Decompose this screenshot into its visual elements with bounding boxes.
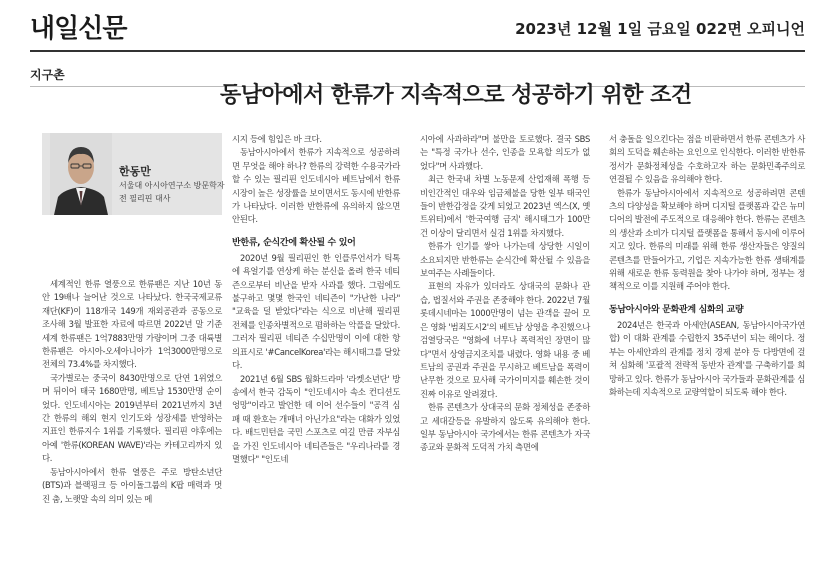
paragraph: 시아에 사과하라"며 불만을 토로했다. 결국 SBS는 "특정 국가나 선수, 인종을 모욕할 의도가 없었다"며 사과했다. xyxy=(420,134,590,171)
newspaper-logo: 내일신문 xyxy=(30,14,127,44)
author-title-2: 전 필리핀 대사 xyxy=(119,194,171,203)
top-rule xyxy=(30,50,805,52)
paragraph: 한류 콘텐츠가 상대국의 문화 정체성을 존중하고 세대갈등을 유발하지 않도록 유의해야 한다. 일부 동남아시아 국가에서는 한류 콘텐츠가 자국 종교와 문화적 도덕적 가치 측면에 xyxy=(420,402,590,453)
masthead xyxy=(30,6,805,44)
paragraph: 2024년은 한국과 아세안(ASEAN, 동남아시아국가연합) 이 대화 관계를 수립한지 35주년이 되는 해이다. 정부는 아세안과의 관계를 정치 경제 분야 등 다방면에 걸쳐 심화해 '포괄적 전략적 동반자 관계'를 구축하기를 희망하고 있다. 한류가 동남아시아 국가들과 문화관계를 심화하는데 지속적으로 교량역할이 되도록 해야 한다. xyxy=(609,319,805,397)
paragraph: 국가별로는 중국이 8430만명으로 단연 1위였으며 뒤이어 태국 1680만명, 베트남 1530만명 순이었다. 인도네시아는 2019년부터 2021년까지 3년간 한류의 해외 현지 인기도와 성장세를 반영하는 지표인 한류지수 1위를 기록했다. 필리핀 야후에는 아예 '한류(KOREAN WAVE)'라는 카테고리까지 있다. xyxy=(42,372,222,464)
paragraph: 서 충돌을 일으킨다는 점을 비판하면서 한류 콘텐츠가 사회의 도덕을 훼손하는 요인으로 인식한다. 이러한 반한류 정서가 문화정체성을 수호하고자 하는 문화민족주의로 연결될 수 있음을 유의해야 한다. xyxy=(609,134,805,185)
paragraph: 최근 한국내 차별 노동문제 산업재해 폭행 등 비인간적인 대우와 임금체불을 당한 일부 태국인들이 반한감정을 갖게 되었고 2023년 엑스(X, 옛 트위터)에서 '한국여행 금지' 해시태그가 100만건 이상이 달리면서 실검 1위를 차지했다. xyxy=(420,174,590,238)
paragraph: 동남아시아에서 한류 열풍은 주로 방탄소년단(BTS)과 블랙핑크 등 아이돌그룹의 K팝 매력과 멋진 춤, 노랫말 속의 의미 있는 메 xyxy=(42,466,222,504)
article-column-3 xyxy=(420,133,590,455)
article-column-1 xyxy=(42,278,222,506)
paragraph: 동남아시아에서 한류가 지속적으로 성공하려면 무엇을 해야 하나? 한류의 강력한 수용국가라 할 수 있는 필리핀 인도네시아 베트남에서 한류시장이 높은 성장률을 보이면서도 동시에 반한류가 나타났다. 이러한 반한류에 유의하지 않으면 안된다. xyxy=(232,147,400,225)
paragraph: 한류가 동남아시아에서 지속적으로 성공하려면 콘텐츠의 다양성을 확보해야 하며 디지털 플랫폼과 같은 뉴미디어의 발전에 주도적으로 대응해야 한다. 한류는 콘텐츠의 생산과 소비가 디지털 플랫폼을 통해서 동시에 이루어지고 있다. 한류의 미래를 위해 한류 생산자들은 양질의 콘텐츠를 만들어가고, 기업은 지속가능한 한류 생태계를 위해 새로운 한류 동력원을 찾아 나가야 하며, 정부는 정책적으로 이를 지원해 주어야 한다. xyxy=(609,187,805,292)
subheading: 동남아시아와 문화관계 심화의 교량 xyxy=(609,304,744,315)
dateline: 2023년 12월 1일 금요일 022면 오피니언 xyxy=(515,20,805,38)
author-box xyxy=(42,133,225,215)
article-column-2 xyxy=(232,133,400,466)
paragraph: 세계적인 한류 열풍으로 한류팬은 지난 10년 동안 19배나 늘어난 것으로 나타났다. 한국국제교류재단(KF)이 118개국 149개 재외공관과 공동으로 조사해 3월 발표한 자료에 따르면 2022년 말 기준 세계 한류팬은 1억7883만명 가량이며 그중 대륙별 한류팬은 아시아-오세아니아가 1억3000만명으로 전체의 73.4%를 차지했다. xyxy=(42,279,222,370)
author-title-1: 서울대 아시아연구소 방문학자 xyxy=(119,181,225,190)
subheading: 반한류, 순식간에 확산될 수 있어 xyxy=(232,237,356,248)
paragraph: 표현의 자유가 있더라도 상대국의 문화나 관습, 법질서와 주권을 존중해야 한다. 2022년 7월 롯데시네마는 1000만명이 넘는 관객을 끌어 모은 영화 '범죄도시2'의 베트남 상영을 추진했으나 검열당국은 "영화에 너무나 폭력적인 장면이 많다"면서 상영금지조치를 내렸다. 영화 내용 중 베트남의 공권과 주권을 무시하고 베트남을 폭력이 난무한 것으로 묘사해 국가이미지를 훼손한 것이 진짜 이유로 알려졌다. xyxy=(420,281,590,399)
paragraph: 2021년 6월 SBS 월화드라마 '라켓소년단' 방송에서 한국 감독이 "인도네시아 속소 컨디션도 엉망"이라고 발언한 데 이어 선수들이 "공격 심패 때 환호는 개매너 아닌가요"라는 대화가 있었다. 배드민턴을 국민 스포츠로 여길 만큼 자부심을 가진 인도네시아 네티즌들은 "우리나라를 경멸했다" "인도네 xyxy=(232,373,400,464)
article-column-4 xyxy=(609,133,805,399)
paragraph: 한류가 인기를 쌓아 나가는데 상당한 시일이 소요되지만 반한류는 순식간에 확산될 수 있음을 보여주는 사례들이다. xyxy=(420,241,590,279)
author-portrait xyxy=(50,133,112,215)
paragraph: 시지 등에 힘입은 바 크다. xyxy=(232,134,322,144)
author-name: 한동만 xyxy=(119,165,151,178)
section-label: 지구촌 xyxy=(30,68,65,82)
headline: 동남아에서 한류가 지속적으로 성공하기 위한 조건 xyxy=(220,82,692,108)
paragraph: 2020년 9월 필리핀인 한 인플루언서가 틱톡에 욕얼기를 연상케 하는 분신을 올려 한국 네티즌으로부터 비난을 받자 사과를 했다. 그럼에도 불구하고 몇몇 한국인 네티즌이 "가난한 나라" "교육을 덜 받았다"라는 식으로 비난해 필리핀 전체를 인종차별적으로 폄하하는 악플을 달았다. 그러자 필리핀 네티즌 수십만명이 이에 대한 항의표시로 '#CancelKorea'라는 해시태그를 달았다. xyxy=(232,252,400,371)
